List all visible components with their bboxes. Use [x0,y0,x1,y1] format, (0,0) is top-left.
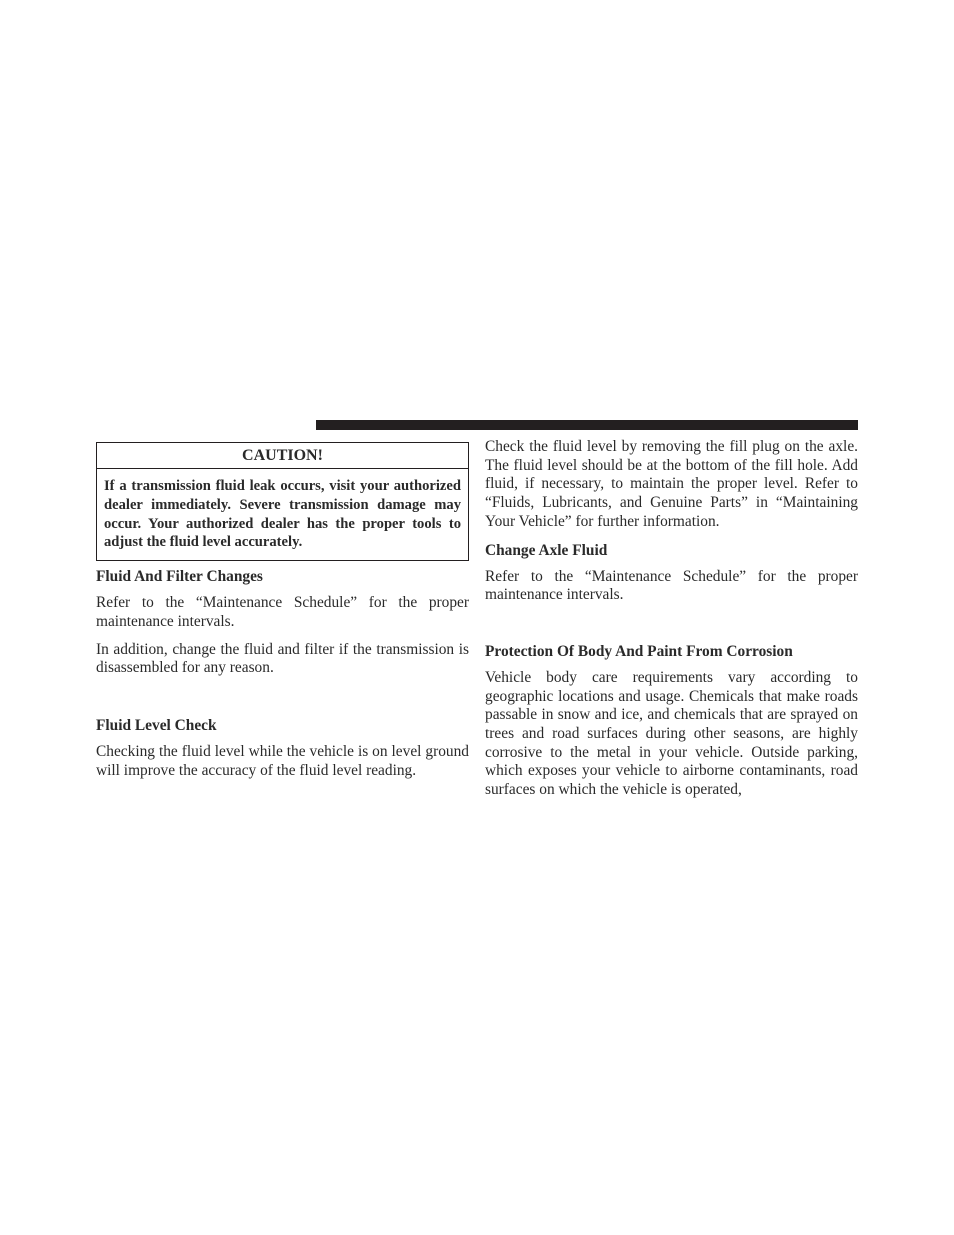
paragraph-fluid-filter-1: Refer to the “Maintenance Schedule” for the proper maintenance intervals. [96,594,469,630]
paragraph-fluid-filter-2: In addition, change the fluid and filter if the transmission is disassembled for any reason. [96,640,469,677]
paragraph-change-axle-fluid: Refer to the “Maintenance Schedule” for the proper maintenance intervals. [485,567,858,604]
left-column [96,442,469,780]
paragraph-check-axle-fluid: Check the fluid level by removing the fill plug on the axle. The fluid level should be at the bottom of the fill hole. Add fluid, if necessary, to maintain the proper level. Refer to “Fluids, Lubricants, and Genuine Parts” in “Maintaining Your Vehicle” for further information. [485,438,858,530]
right-column [485,438,858,800]
heading-fluid-level-check: Fluid Level Check [96,717,217,734]
heading-fluid-filter-changes: Fluid And Filter Changes [96,568,263,586]
section-header-bar [316,420,858,430]
heading-change-axle-fluid: Change Axle Fluid [485,541,608,559]
paragraph-fluid-level-1: Checking the fluid level while the vehicle is on level ground will improve the accuracy of the fluid level reading. [96,743,469,779]
heading-protection-body-paint: Protection Of Body And Paint From Corrosion [485,642,793,660]
paragraph-protection-1: Vehicle body care requirements vary according to geographic locations and usage. Chemicals that make roads passable in snow and ice, and chemicals that are sprayed on trees and road surfaces during other seasons, are highly corrosive to the metal in your vehicle. Outside parking, which exposes your vehicle to airborne contaminants, road surfaces on which the vehicle is operated, [485,668,858,799]
caution-text: If a transmission fluid leak occurs, visit your authorized dealer immediately. Severe transmission damage may occur. Your authorized dealer has the proper tools to adjust the fluid level accurately. [104,478,461,551]
caution-title: CAUTION! [97,443,468,469]
caution-box [96,442,469,561]
